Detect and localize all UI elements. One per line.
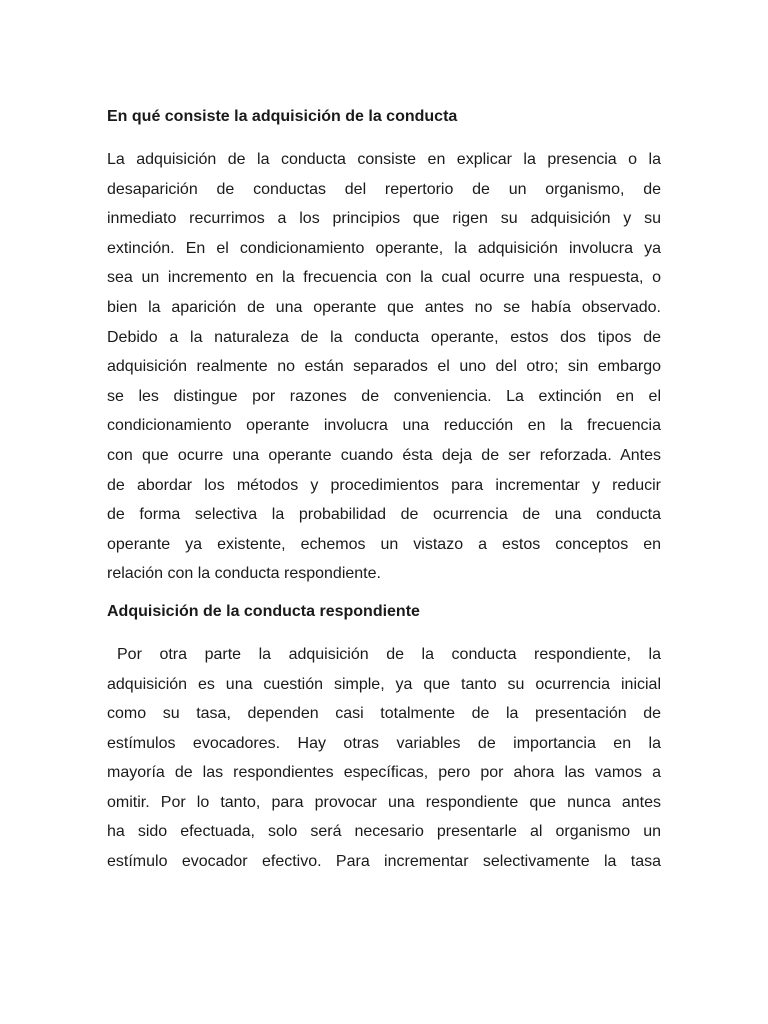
section-heading-respondiente: Adquisición de la conducta respondiente [107,602,420,620]
paragraph-line: con que ocurre una operante cuando ésta deja de ser reforzada. Antes [107,446,661,464]
paragraph-line: como su tasa, dependen casi totalmente de la presentación de [107,705,661,723]
paragraph-line: de forma selectiva la probabilidad de ocurrencia de una conducta [107,506,661,524]
paragraph-line: ha sido efectuada, solo será necesario presentarle al organismo un [107,823,661,841]
paragraph-line: adquisición es una cuestión simple, ya que tanto su ocurrencia inicial [107,675,661,693]
paragraph-line: bien la aparición de una operante que antes no se había observado. [107,298,661,316]
paragraph-line: estímulos evocadores. Hay otras variables de importancia en la [107,734,661,752]
paragraph-line: Por otra parte la adquisición de la conducta respondiente, la [117,645,661,663]
document-page [107,106,661,877]
paragraph-line: estímulo evocador efectivo. Para incrementar selectivamente la tasa [107,853,661,871]
paragraph-line: desaparición de conductas del repertorio de un organismo, de [107,180,661,198]
paragraph-line: Debido a la naturaleza de la conducta operante, estos dos tipos de [107,328,661,346]
paragraph-line: omitir. Por lo tanto, para provocar una respondiente que nunca antes [107,793,661,811]
paragraph-line: adquisición realmente no están separados el uno del otro; sin embargo [107,358,661,376]
paragraph-line: inmediato recurrimos a los principios que rigen su adquisición y su [107,210,661,228]
paragraph-line: condicionamiento operante involucra una reducción en la frecuencia [107,417,661,435]
paragraph-line: relación con la conducta respondiente. [107,565,381,583]
paragraph-line: extinción. En el condicionamiento operante, la adquisición involucra ya [107,239,661,257]
section-heading-adquisicion: En qué consiste la adquisición de la conducta [107,108,458,125]
paragraph-line: sea un incremento en la frecuencia con la cual ocurre una respuesta, o [107,269,661,287]
paragraph-adquisicion [107,145,661,589]
paragraph-respondiente [107,640,661,877]
paragraph-line: operante ya existente, echemos un vistazo a estos conceptos en [107,535,661,553]
paragraph-line: mayoría de las respondientes específicas, pero por ahora las vamos a [107,764,661,782]
paragraph-line: se les distingue por razones de conveniencia. La extinción en el [107,387,661,405]
paragraph-line: La adquisición de la conducta consiste en explicar la presencia o la [107,151,661,168]
paragraph-line: de abordar los métodos y procedimientos para incrementar y reducir [107,476,661,494]
